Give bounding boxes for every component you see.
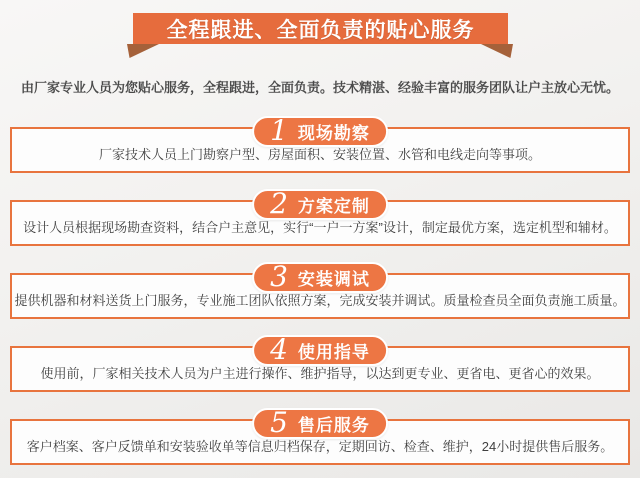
step-4-number: 4 bbox=[270, 332, 288, 366]
step-1-number: 1 bbox=[270, 113, 288, 147]
service-step-2 bbox=[10, 186, 630, 246]
step-5-number: 5 bbox=[270, 405, 288, 439]
step-2-badge bbox=[252, 186, 388, 220]
step-2-description: 设计人员根据现场勘查资料，结合户主意见，实行“一户一方案”设计，制定最优方案，选定机型和辅材。 bbox=[23, 220, 617, 235]
step-5-title: 售后服务 bbox=[297, 416, 370, 435]
service-step-4 bbox=[10, 332, 630, 392]
step-1-badge bbox=[252, 113, 388, 147]
step-4-badge bbox=[252, 332, 388, 366]
service-step-5 bbox=[10, 405, 630, 465]
step-3-badge bbox=[252, 259, 388, 293]
step-3-title: 安装调试 bbox=[297, 270, 370, 289]
step-3-description: 提供机器和材料送货上门服务，专业施工团队依照方案，完成安装并调试。质量检查员全面负责施工质量。 bbox=[14, 293, 626, 308]
header-ribbon bbox=[133, 13, 508, 44]
step-3-number: 3 bbox=[270, 259, 288, 293]
step-1-title: 现场勘察 bbox=[297, 124, 370, 143]
intro-text: 由厂家专业人员为您贴心服务，全程跟进，全面负责。技术精湛、经验丰富的服务团队让户主放心无忧。 bbox=[20, 80, 619, 95]
ribbon-fold-left bbox=[127, 44, 159, 58]
step-2-title: 方案定制 bbox=[297, 197, 370, 216]
step-1-description: 厂家技术人员上门勘察户型、房屋面积、安装位置、水管和电线走向等事项。 bbox=[98, 147, 541, 162]
step-4-description: 使用前，厂家相关技术人员为户主进行操作、维护指导，以达到更专业、更省电、更省心的效果。 bbox=[40, 366, 600, 381]
service-step-1 bbox=[10, 113, 630, 173]
page-title: 全程跟进、全面负责的贴心服务 bbox=[166, 18, 475, 42]
ribbon-fold-right bbox=[481, 44, 513, 58]
step-5-badge bbox=[252, 405, 388, 439]
step-4-title: 使用指导 bbox=[297, 343, 370, 362]
step-2-number: 2 bbox=[270, 186, 288, 220]
step-5-description: 客户档案、客户反馈单和安装验收单等信息归档保存，定期回访、检查、维护，24小时提供售后服务。 bbox=[26, 439, 614, 454]
service-step-3 bbox=[10, 259, 630, 319]
